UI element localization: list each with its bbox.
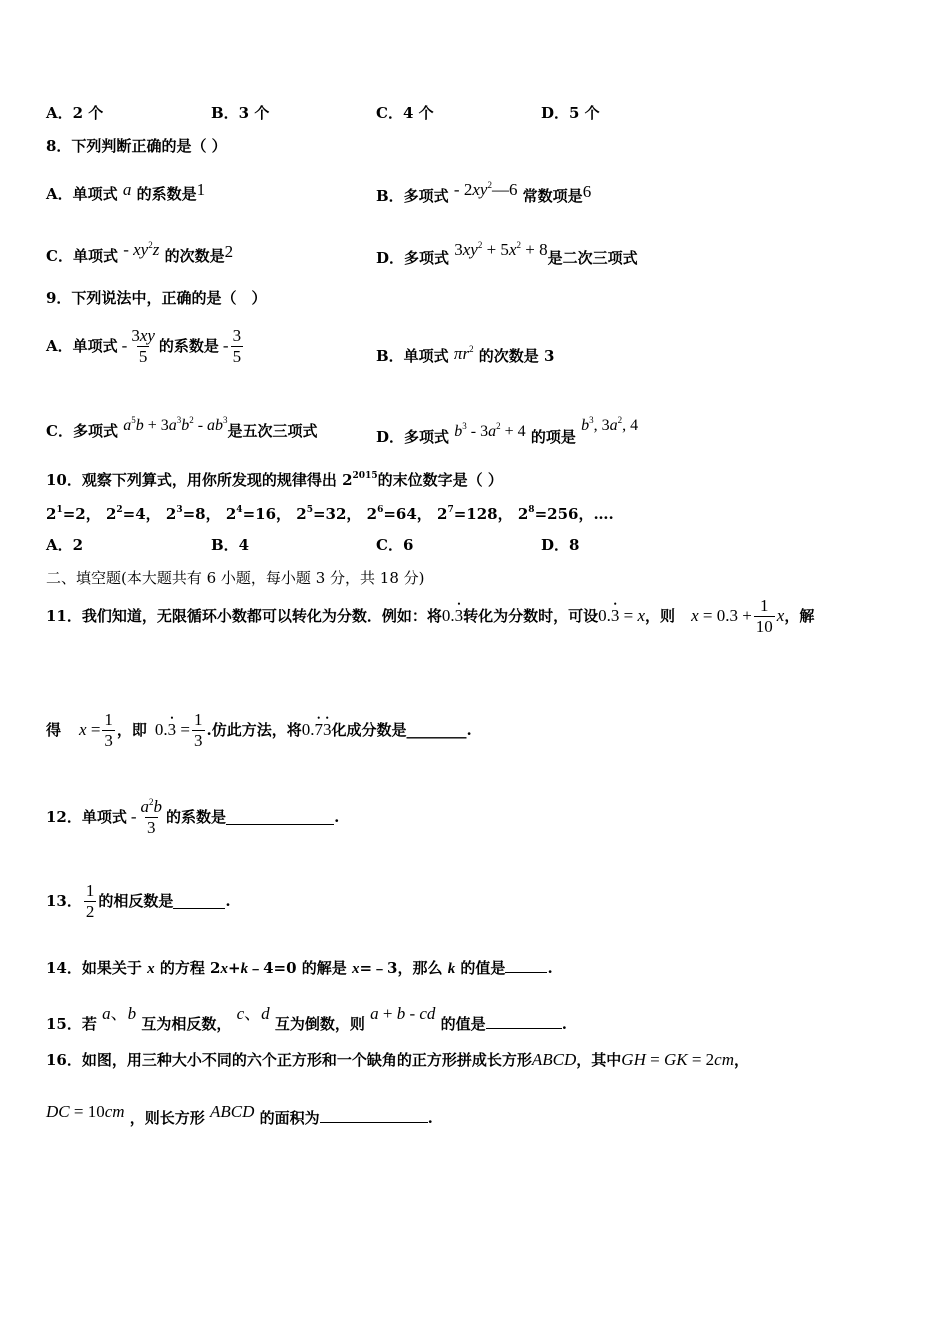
q10-option-d[interactable]: D．8 <box>541 536 580 554</box>
q14-i: 的值是 <box>455 959 506 977</box>
q14-e: ﹣4=0 的解是 <box>248 959 352 977</box>
q15 <box>46 1004 567 1034</box>
q9-option-c[interactable] <box>46 416 318 441</box>
q13 <box>46 876 231 926</box>
q10-option-a[interactable]: A．2 <box>46 536 84 554</box>
q8-a-expr: a <box>122 180 132 199</box>
q13-answer-blank[interactable] <box>173 894 225 909</box>
q7-option-a[interactable]: A．2 个 <box>46 104 104 122</box>
q9-b-suffix: 的次数是 3 <box>478 347 555 365</box>
q7-option-b[interactable]: B．3 个 <box>211 104 270 122</box>
q11-fraction-1-3-b: $\frac{1}{3}$ <box>194 709 203 750</box>
q10-stem-exp: 2015 <box>352 471 378 481</box>
q8-option-b[interactable] <box>376 180 591 206</box>
q14-answer-blank[interactable] <box>505 958 547 973</box>
q9-c-prefix: C．多项式 <box>46 422 118 440</box>
q11-part1: 11．我们知道，无限循环小数都可以转化为分数．例如：将 <box>46 607 442 625</box>
q12-fraction: $\frac{a^2b}{3}$ <box>140 796 163 837</box>
q11-repeating-073: 0.7 •3 • <box>302 720 332 740</box>
minus-sign: - <box>222 336 229 355</box>
q11-answer-blank[interactable]: 化成分数是________. <box>331 721 472 739</box>
q16-end: . <box>427 1109 433 1127</box>
q13-suffix: 的相反数是 <box>98 892 174 910</box>
q9-d-suffix: 的项是 <box>530 428 576 446</box>
q15-answer-blank[interactable] <box>486 1014 562 1029</box>
power-8: $2^8=256$，…. <box>517 505 614 523</box>
q14-b: 的方程 2 <box>154 959 221 977</box>
q8-c-val: 2 <box>224 242 234 261</box>
q11-fraction-1-3: $\frac{1}{3}$ <box>104 709 113 750</box>
q15-suffix: 的值是 <box>440 1015 486 1033</box>
q16-abcd-1: ABCD <box>531 1050 577 1069</box>
q12-end: . <box>334 808 340 826</box>
q8-b-val: 6 <box>582 182 592 201</box>
q8-stem: 8．下列判断正确的是（ ） <box>46 137 227 155</box>
power-1: $2^1=2$， <box>46 505 101 523</box>
q9-d-prefix: D．多项式 <box>376 428 450 446</box>
q11-let-expr: 0.3 • = x <box>598 606 645 626</box>
q16-dc: DC = 10cm <box>46 1102 125 1121</box>
q11-repeating-1: 0.3 • <box>442 606 463 626</box>
q11-x-eq: x = <box>79 720 101 739</box>
q11-part3: ，则 <box>645 607 676 625</box>
minus-sign: - <box>130 807 137 826</box>
q13-fraction: $\frac{1}{2}$ <box>85 880 95 921</box>
q9-c-suffix: 是五次三项式 <box>227 422 318 440</box>
q14-h: k <box>447 961 456 977</box>
power-6: $2^6=64$， <box>366 505 432 523</box>
q8-a-prefix: A．单项式 <box>46 185 118 203</box>
q8-b-expr: - $2xy^2—6$ <box>453 180 518 199</box>
q10-option-c[interactable]: C．6 <box>376 536 414 554</box>
q16-line2 <box>46 1102 433 1128</box>
q14-a: 14．如果关于 <box>46 959 148 977</box>
q12-answer-blank[interactable] <box>226 810 334 825</box>
q15-ab: a、b <box>102 1004 137 1023</box>
q10-option-b[interactable]: B．4 <box>211 536 250 554</box>
q12-suffix: 的系数是 <box>166 808 227 826</box>
power-7: $2^7=128$， <box>437 505 513 523</box>
q11-result-expr: 0.3 • = <box>155 720 190 740</box>
q11-equation: x = 0.3 + <box>691 606 752 625</box>
q8-d-suffix: 是二次三项式 <box>547 249 638 267</box>
q8-d-prefix: D．多项式 <box>376 249 450 267</box>
q9-a-fraction: $\frac{3xy}{5}$ <box>131 325 155 366</box>
q8-c-prefix: C．单项式 <box>46 247 118 265</box>
power-5: $2^5=32$， <box>296 505 362 523</box>
q15-mid2: 互为倒数，则 <box>274 1015 365 1033</box>
q14-k: k <box>240 961 249 977</box>
q14-d: + <box>228 959 241 977</box>
q7-option-c[interactable]: C．4 个 <box>376 104 434 122</box>
q10-stem-prefix: 10．观察下列算式，用你所发现的规律得出 2 <box>46 471 353 489</box>
q9-a-value: $\frac{3}{5}$ <box>232 325 242 366</box>
q8-option-d[interactable] <box>376 240 638 268</box>
minus-sign: - <box>121 336 128 355</box>
q10-stem-suffix: 的末位数字是（ ） <box>377 471 503 489</box>
q14-x: x <box>147 961 155 977</box>
q14-f: x <box>351 961 360 977</box>
section-title: 二、填空题(本大题共有 6 小题，每小题 3 分，共 18 分) <box>46 569 425 587</box>
q8-a-val: 1 <box>196 180 206 199</box>
q16-abcd-2: ABCD <box>210 1102 255 1121</box>
q8-c-expr: - $xy^2z$ <box>123 240 160 259</box>
q10-stem <box>46 466 503 490</box>
q15-prefix: 15．若 <box>46 1015 97 1033</box>
q9-c-expr: $a^5b + 3a^3b^2 - ab^3$ <box>123 415 228 434</box>
q14 <box>46 958 553 979</box>
q11-line2-c: .仿此方法，将 <box>206 721 302 739</box>
q9-option-a[interactable] <box>46 322 245 370</box>
q16-line2-b: 的面积为 <box>259 1109 320 1127</box>
q8-option-a[interactable] <box>46 180 205 204</box>
q9-b-expr: $\pi r^2$ <box>453 344 474 363</box>
q16-line1 <box>46 1050 749 1070</box>
q16-line1-a: 16．如图，用三种大小不同的六个正方形和一个缺角的正方形拼成长方形 <box>46 1051 532 1069</box>
q8-c-suffix: 的次数是 <box>164 247 225 265</box>
q11-line2-a: 得 <box>46 721 62 739</box>
q9-d-expr: $b^3 - 3a^2 + 4$ <box>454 421 526 440</box>
q9-option-d[interactable] <box>376 416 638 447</box>
q11-part4: ，解 <box>784 607 815 625</box>
q9-option-b[interactable] <box>376 344 554 366</box>
q8-b-suffix: 常数项是 <box>522 187 583 205</box>
q15-mid1: 互为相反数， <box>141 1015 232 1033</box>
power-4: $2^4=16$， <box>225 505 292 523</box>
q12 <box>46 792 339 842</box>
q16-answer-blank[interactable] <box>320 1108 428 1123</box>
q8-b-prefix: B．多项式 <box>376 187 449 205</box>
q16-line2-a: ，则长方形 <box>129 1109 205 1127</box>
q13-end: . <box>225 892 231 910</box>
q15-end: . <box>561 1015 567 1033</box>
q11-line1 <box>46 592 814 640</box>
q15-expr: a + b - cd <box>370 1004 436 1023</box>
q16-line1-c: ， <box>734 1051 750 1069</box>
q16-gh-gk: GH = GK = 2cm <box>621 1050 734 1069</box>
q14-end: . <box>547 959 553 977</box>
q9-b-prefix: B．单项式 <box>376 347 449 365</box>
q11-part2: 转化为分数时，可设 <box>463 607 599 625</box>
q11-fraction-1-10: $\frac{1}{10}$ <box>755 595 773 636</box>
q16-line1-b: ，其中 <box>576 1051 622 1069</box>
q8-d-expr: $3xy^2 + 5x^2 + 8$ <box>454 240 548 259</box>
q10-powers <box>46 500 614 524</box>
q14-c: x <box>220 961 228 977</box>
q14-g: =﹣3，那么 <box>359 959 448 977</box>
q7-option-d[interactable]: D．5 个 <box>541 104 600 122</box>
q9-stem: 9．下列说法中，正确的是（ ） <box>46 289 267 307</box>
q9-d-terms: $b^3$, $3a^2$, 4 <box>581 415 639 434</box>
power-3: $2^3=8$， <box>165 505 221 523</box>
q13-prefix: 13． <box>46 892 82 910</box>
q11-line2 <box>46 706 472 754</box>
q15-cd: c、d <box>236 1004 270 1023</box>
q9-a-prefix: A．单项式 <box>46 337 118 355</box>
q11-x: x <box>776 606 785 625</box>
q11-line2-b: ，即 <box>116 721 147 739</box>
power-2: $2^2=4$， <box>105 505 161 523</box>
q12-prefix: 12．单项式 <box>46 808 127 826</box>
q8-option-c[interactable] <box>46 240 233 266</box>
q9-a-mid: 的系数是 <box>158 337 219 355</box>
q8-a-mid: 的系数是 <box>136 185 197 203</box>
